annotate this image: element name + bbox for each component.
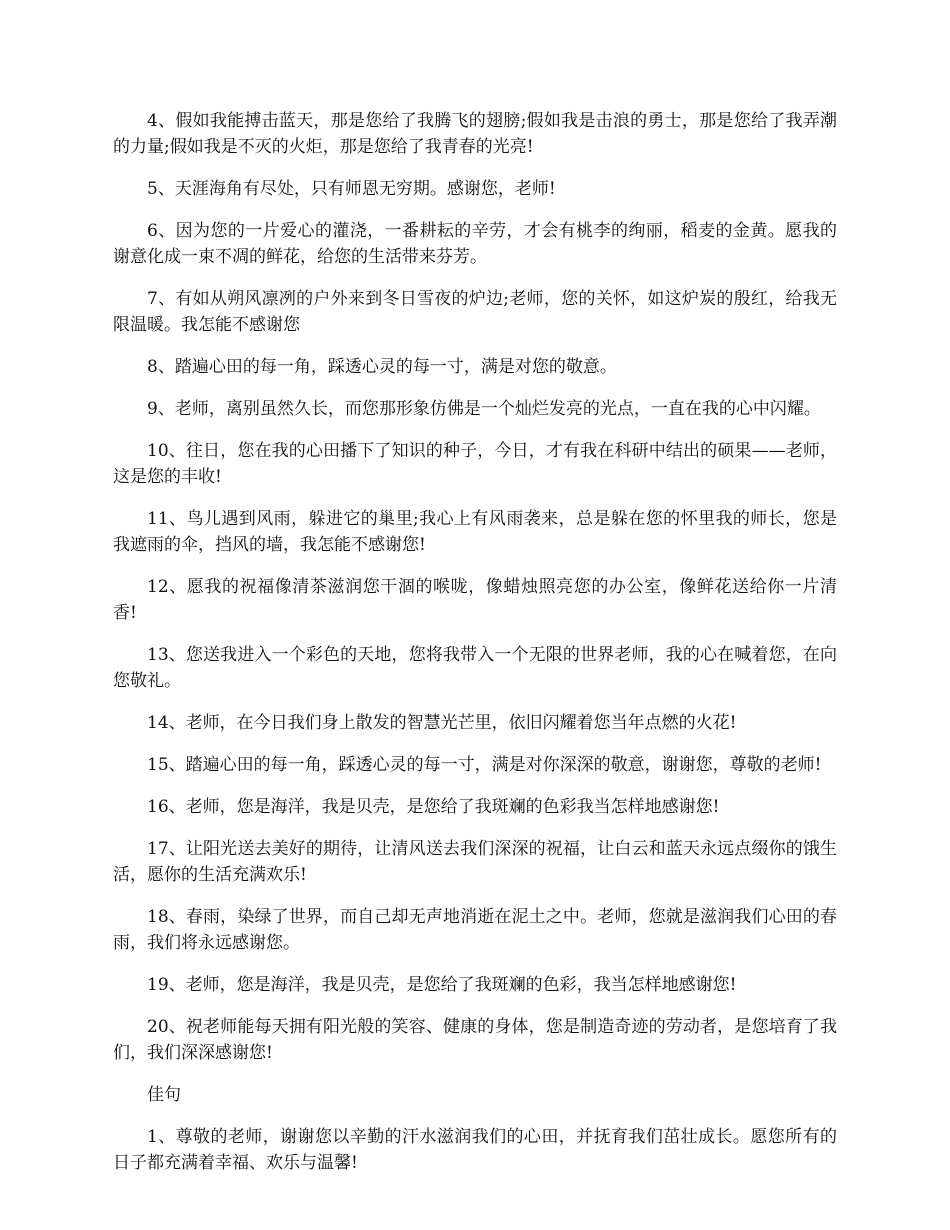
paragraph-4: 4、假如我能搏击蓝天，那是您给了我腾飞的翅膀;假如我是击浪的勇士，那是您给了我弄潮的力量;假如我是不灭的火炬，那是您给了我青春的光亮! xyxy=(113,111,837,157)
paragraph-11: 11、鸟儿遇到风雨，躲进它的巢里;我心上有风雨袭来，总是躲在您的怀里我的师长，您是我遮雨的伞，挡风的墙，我怎能不感谢您! xyxy=(113,509,837,555)
paragraph-14: 14、老师，在今日我们身上散发的智慧光芒里，依旧闪耀着您当年点燃的火花! xyxy=(147,713,737,733)
paragraph-5: 5、天涯海角有尽处，只有师恩无穷期。感谢您，老师! xyxy=(147,179,556,199)
paragraph-15: 15、踏遍心田的每一角，踩透心灵的每一寸，满是对你深深的敬意，谢谢您，尊敬的老师! xyxy=(147,755,822,775)
paragraph-9: 9、老师，离别虽然久长，而您那形象仿佛是一个灿烂发亮的光点，一直在我的心中闪耀。 xyxy=(147,399,821,419)
section-paragraph-1: 1、尊敬的老师，谢谢您以辛勤的汗水滋润我们的心田，并抚育我们茁壮成长。愿您所有的日子都充满着幸福、欢乐与温馨! xyxy=(113,1127,837,1173)
paragraph-18: 18、春雨，染绿了世界，而自己却无声地消逝在泥土之中。老师，您就是滋润我们心田的春雨，我们将永远感谢您。 xyxy=(113,907,837,953)
paragraph-8: 8、踏遍心田的每一角，踩透心灵的每一寸，满是对您的敬意。 xyxy=(147,357,617,377)
document-body xyxy=(113,108,837,1192)
section-heading: 佳句 xyxy=(147,1085,181,1105)
paragraph-6: 6、因为您的一片爱心的灌浇，一番耕耘的辛劳，才会有桃李的绚丽，稻麦的金黄。愿我的谢意化成一束不凋的鲜花，给您的生活带来芬芳。 xyxy=(113,221,837,267)
paragraph-16: 16、老师，您是海洋，我是贝壳，是您给了我斑斓的色彩我当怎样地感谢您! xyxy=(147,797,720,817)
paragraph-17: 17、让阳光送去美好的期待，让清风送去我们深深的祝福，让白云和蓝天永远点缀你的饿生活，愿你的生活充满欢乐! xyxy=(113,839,837,885)
paragraph-10: 10、往日，您在我的心田播下了知识的种子，今日，才有我在科研中结出的硕果——老师，这是您的丰收! xyxy=(113,441,837,487)
paragraph-13: 13、您送我进入一个彩色的天地，您将我带入一个无限的世界老师，我的心在喊着您，在向您敬礼。 xyxy=(113,645,837,691)
paragraph-20: 20、祝老师能每天拥有阳光般的笑容、健康的身体，您是制造奇迹的劳动者，是您培育了我们，我们深深感谢您! xyxy=(113,1017,837,1063)
paragraph-19: 19、老师，您是海洋，我是贝壳，是您给了我斑斓的色彩，我当怎样地感谢您! xyxy=(147,975,737,995)
paragraph-12: 12、愿我的祝福像清茶滋润您干涸的喉咙，像蜡烛照亮您的办公室，像鲜花送给你一片清香! xyxy=(113,577,837,623)
paragraph-7: 7、有如从朔风凛冽的户外来到冬日雪夜的炉边;老师，您的关怀，如这炉炭的殷红，给我无限温暖。我怎能不感谢您 xyxy=(113,289,837,335)
